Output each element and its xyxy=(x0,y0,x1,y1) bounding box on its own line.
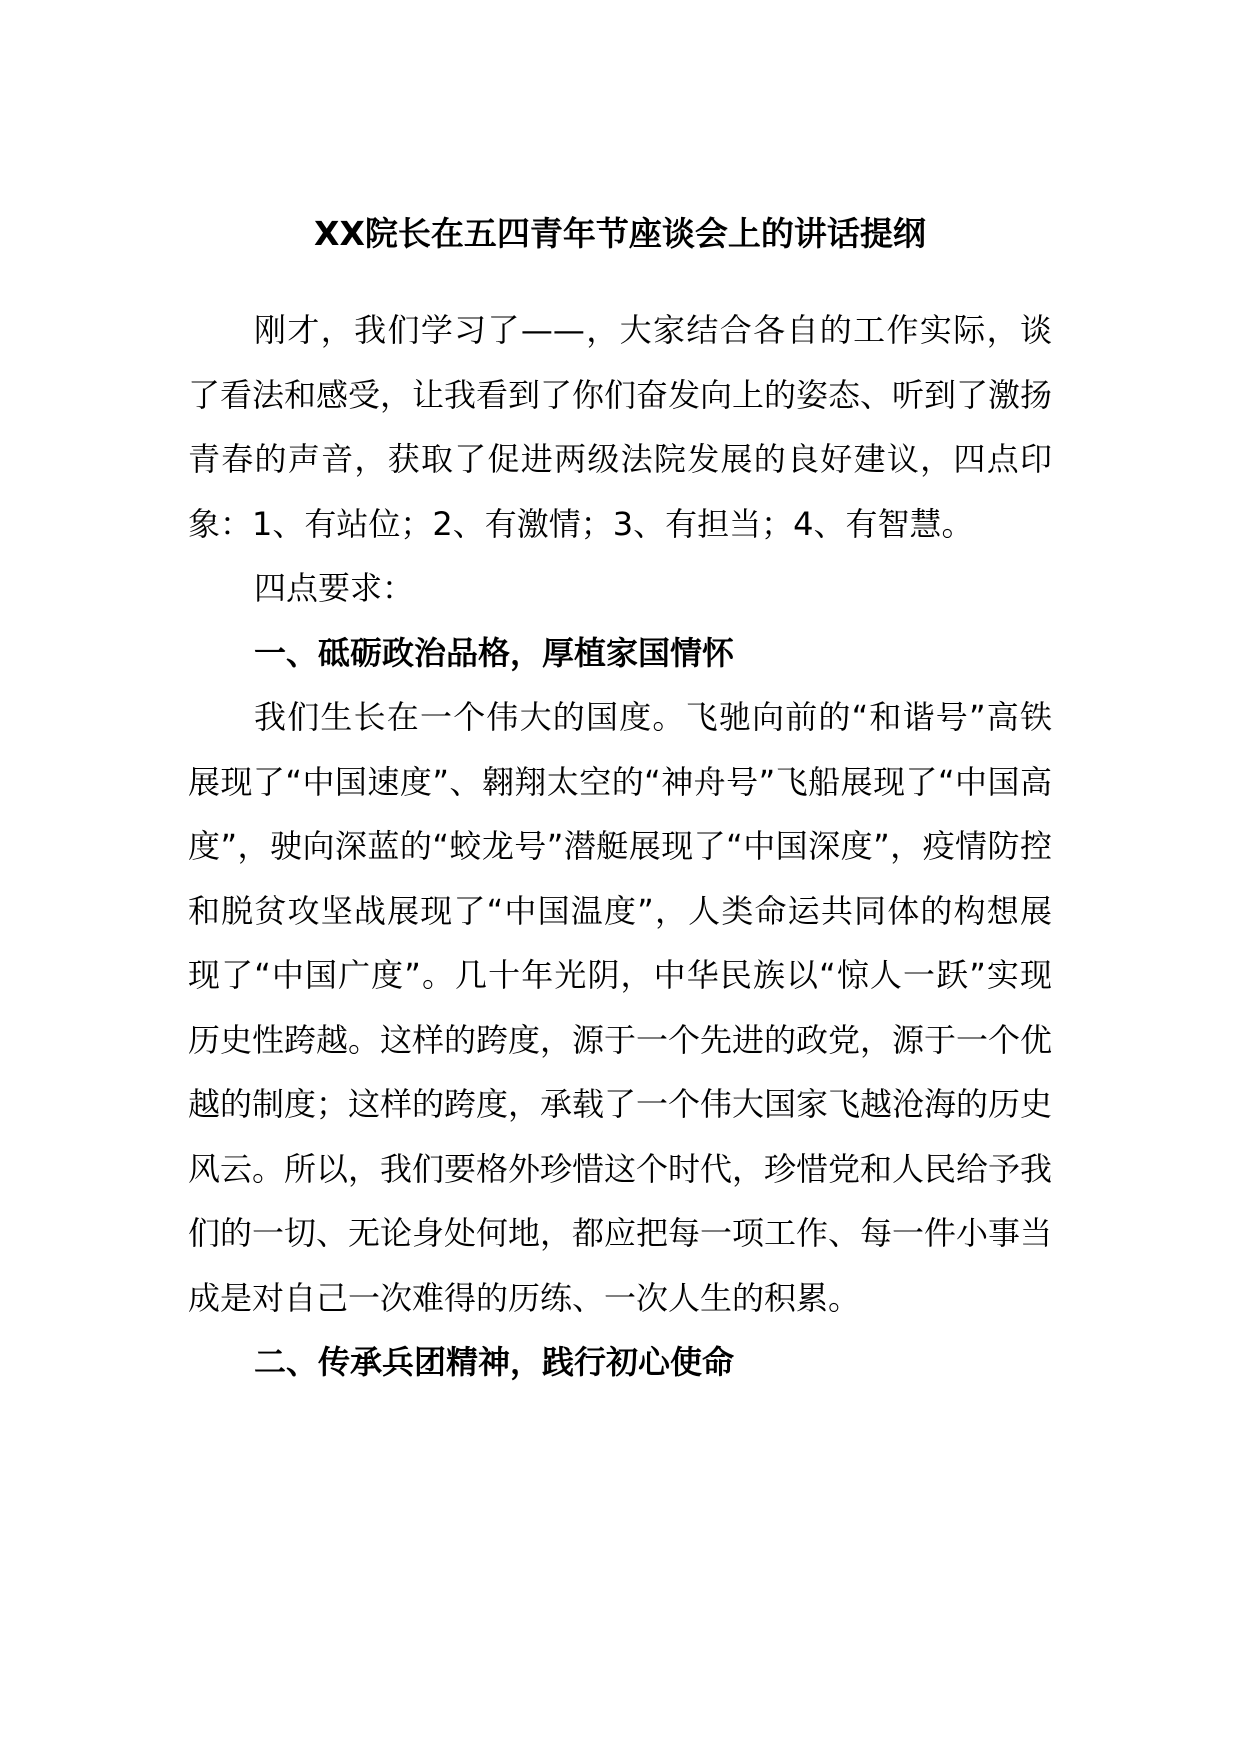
section-heading-1: 一、砥砺政治品格，厚植家国情怀 xyxy=(254,633,735,672)
section-heading-2: 二、传承兵团精神，践行初心使命 xyxy=(254,1343,735,1381)
section-1-paragraph: 我们生长在一个伟大的国度。飞驰向前的“和谐号”高铁展现了“中国速度”、翱翔太空的“神舟号”飞船展现了“中国高度”，驶向深蓝的“蛟龙号”潜艇展现了“中国深度”，疫情防控和脱贫攻坚战展现了“中国温度”，人类命运共同体的构想展现了“中国广度”。几十年光阴，中华民族以“惊人一跃”实现历史性跨越。这样的跨度，源于一个先进的政党，源于一个优越的制度；这样的跨度，承载了一个伟大国家飞越沧海的历史风云。所以，我们要格外珍惜这个时代，珍惜党和人民给予我们的一切、无论身处何地，都应把每一项工作、每一件小事当成是对自己一次难得的历练、一次人生的积累。 xyxy=(188,698,1053,1317)
requirements-intro: 四点要求： xyxy=(254,569,415,607)
document-body xyxy=(188,298,1052,1395)
document-title: XX院长在五四青年节座谈会上的讲话提纲 xyxy=(314,214,926,253)
intro-paragraph: 刚才，我们学习了——，大家结合各自的工作实际，谈了看法和感受，让我看到了你们奋发向上的姿态、听到了激扬青春的声音，获取了促进两级法院发展的良好建议，四点印象：1、有站位；2、有激情；3、有担当；4、有智慧。 xyxy=(188,311,1053,543)
